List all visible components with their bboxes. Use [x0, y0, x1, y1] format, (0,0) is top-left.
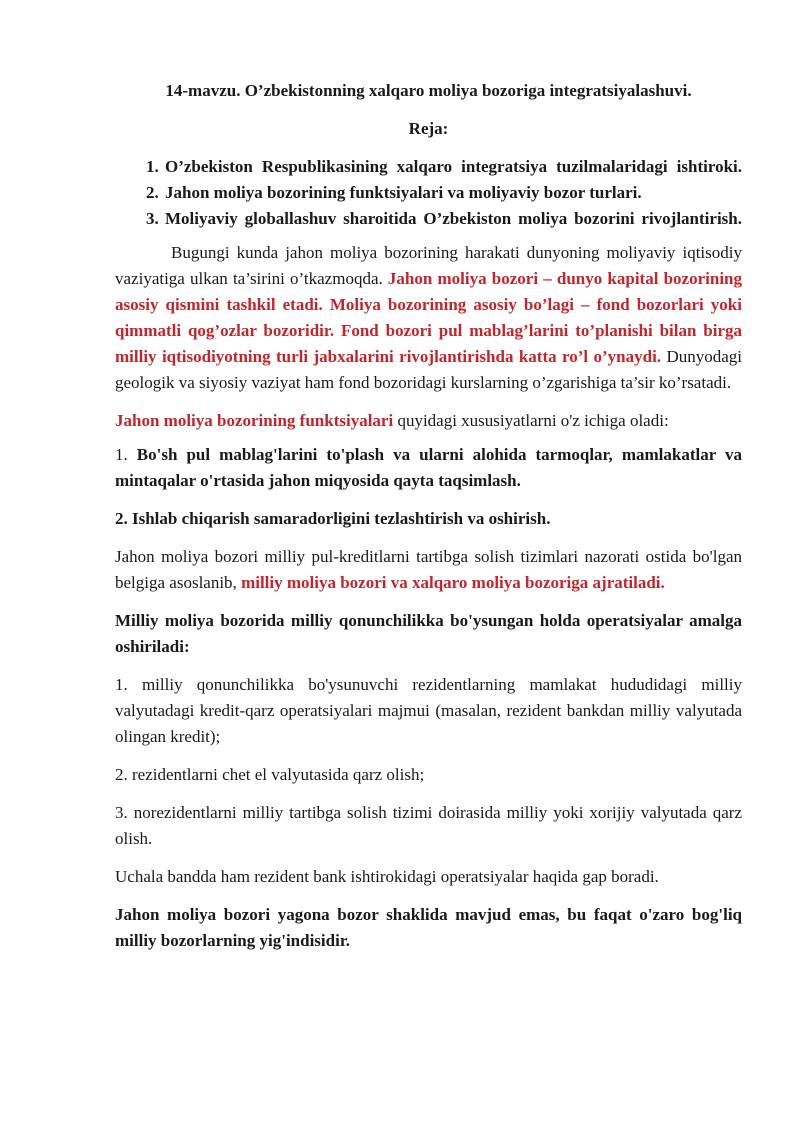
plan-item: 2. Jahon moliya bozorining funktsiyalari va moliyaviy bozor turlari. — [163, 180, 742, 206]
function-item-text: Bo'sh pul mablag'larini to'plash va ularni alohida tarmoqlar, mamlakatlar va mintaqalar o'rtasida jahon miqyosida qayta taqsimlash. — [115, 445, 742, 490]
division-paragraph — [115, 544, 742, 596]
national-item-3: 3. norezidentlarni milliy tartibga solish tizimi doirasida milliy yoki xorijiy valyutada qarz olish. — [115, 803, 742, 848]
plan-item: 3. Moliyaviy globallashuv sharoitida O’zbekiston moliya bozorini rivojlantirish. — [163, 206, 742, 232]
function-item-number: 1. — [115, 445, 137, 464]
summary-paragraph: Uchala bandda ham rezident bank ishtirokidagi operatsiyalar haqida gap boradi. — [115, 867, 659, 886]
intro-text-end: Dunyodagi geologik va siyosiy vaziyat ham fond bozoridagi kurslarning o’zgarishiga ta’sir ko’rsatadi. — [115, 347, 742, 392]
function-item-2: 2. Ishlab chiqarish samaradorligini tezlashtirish va oshirish. — [115, 509, 551, 528]
plan-heading: Reja: — [408, 119, 449, 138]
national-item-1: 1. milliy qonunchilikka bo'ysunuvchi rezidentlarning mamlakat hududidagi milliy valyutadagi kredit-qarz operatsiyalari majmui (masalan, rezident bankdan milliy valyutada olingan kredit); — [115, 675, 742, 746]
intro-highlight: Jahon moliya bozori – dunyo kapital bozorining asosiy qismini tashkil etadi. Moliya bozorining asosiy bo’lagi – fond bozorlari yoki qimmatli qog’ozlar bozoridir. Fond bozori pul mablag’larini to’planishi bilan birga milliy iqtisodiyotning turli jabxalarini rivojlantirishda katta ro’l o’ynaydi. — [115, 269, 742, 366]
function-item-1 — [115, 442, 742, 494]
plan-item: 1. O’zbekiston Respublikasining xalqaro integratsiya tuzilmalaridagi ishtiroki. — [163, 154, 742, 180]
document-title: 14-mavzu. O’zbekistonning xalqaro moliya bozoriga integratsiyalashuvi. — [165, 81, 692, 100]
division-text: Jahon moliya bozori milliy pul-kreditlarni tartibga solish tizimlari nazorati ostida bo'lgan belgiga asoslanib, — [115, 547, 742, 592]
national-market-heading: Milliy moliya bozorida milliy qonunchilikka bo'ysungan holda operatsiyalar amalga oshiriladi: — [115, 611, 742, 656]
conclusion-paragraph: Jahon moliya bozori yagona bozor shaklida mavjud emas, bu faqat o'zaro bog'liq milliy bozorlarning yig'indisidir. — [115, 905, 742, 950]
intro-paragraph — [115, 240, 742, 396]
national-item-2: 2. rezidentlarni chet el valyutasida qarz olish; — [115, 765, 425, 784]
functions-intro-highlight: Jahon moliya bozorining funktsiyalari — [115, 411, 394, 430]
division-highlight: milliy moliya bozori va xalqaro moliya bozoriga ajratiladi. — [241, 573, 665, 592]
intro-text: Bugungi kunda jahon moliya bozorining harakati dunyoning moliyaviy iqtisodiy vaziyatiga ulkan ta’sirini o’tkazmoqda. — [115, 243, 742, 288]
functions-intro-paragraph — [115, 408, 742, 434]
plan-list — [115, 154, 742, 232]
functions-intro-text: quyidagi xususiyatlarni o'z ichiga oladi: — [393, 411, 669, 430]
